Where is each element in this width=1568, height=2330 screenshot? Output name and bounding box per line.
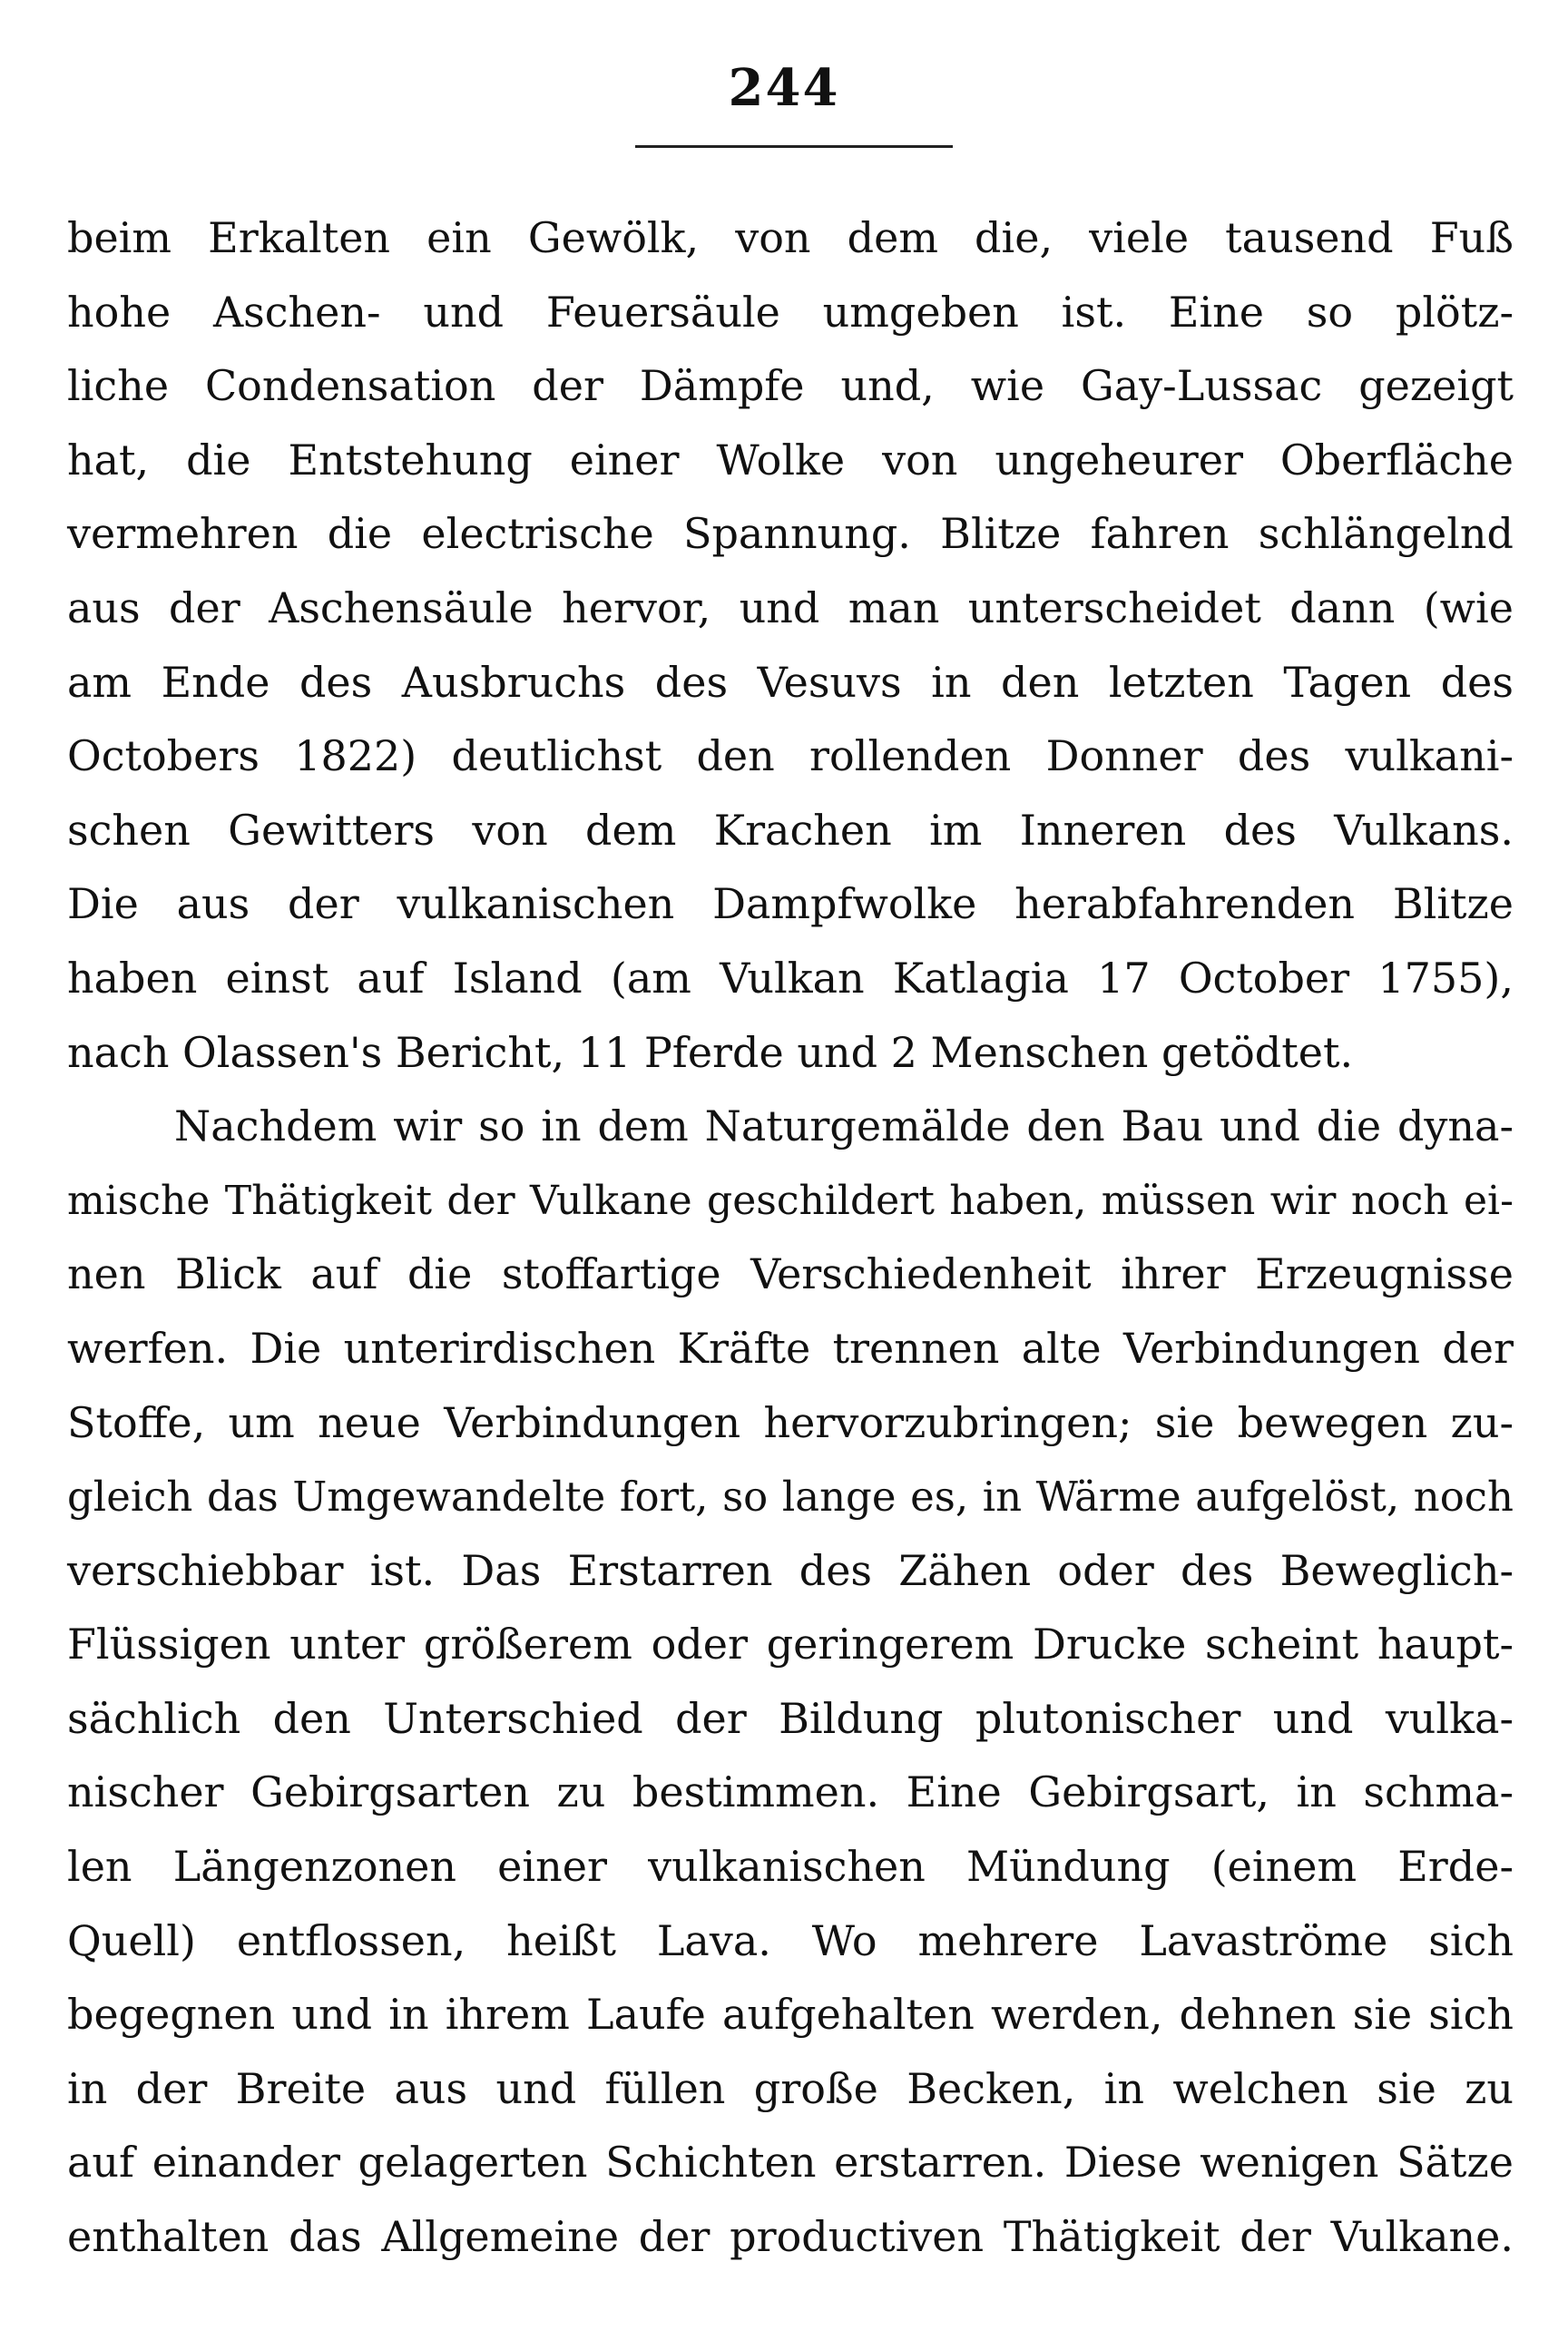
header-rule bbox=[635, 145, 953, 148]
text-line: schen Gewitters von dem Krachen im Inneren des Vulkans. bbox=[67, 805, 1514, 855]
text-line: vermehren die electrische Spannung. Blitze fahren schlängelnd bbox=[67, 509, 1514, 559]
text-line: werfen. Die unterirdischen Kräfte trennen alte Verbindungen der bbox=[67, 1323, 1514, 1373]
text-line: Die aus der vulkanischen Dampfwolke herabfahrenden Blitze bbox=[67, 879, 1514, 929]
text-line: Flüssigen unter größerem oder geringerem Drucke scheint haupt- bbox=[67, 1620, 1514, 1669]
text-line: mische Thätigkeit der Vulkane geschildert haben, müssen wir noch ei- bbox=[67, 1177, 1514, 1224]
text-line: aus der Aschensäule hervor, und man unterscheidet dann (wie bbox=[67, 582, 1514, 632]
text-line: nen Blick auf die stoffartige Verschiedenheit ihrer Erzeugnisse bbox=[67, 1249, 1514, 1299]
text-line: hat, die Entstehung einer Wolke von ungeheurer Oberfläche bbox=[67, 435, 1514, 485]
text-line: nischer Gebirgsarten zu bestimmen. Eine Gebirgsart, in schma- bbox=[67, 1767, 1514, 1817]
text-line: verschiebbar ist. Das Erstarren des Zähen oder des Beweglich- bbox=[67, 1545, 1514, 1595]
page-number: 244 bbox=[728, 58, 840, 118]
text-line: haben einst auf Island (am Vulkan Katlagia 17 October 1755), bbox=[67, 953, 1514, 1003]
text-line: beim Erkalten ein Gewölk, von dem die, viele tausend Fuß bbox=[67, 213, 1514, 262]
paragraph-start-line: Nachdem wir so in dem Naturgemälde den Bau und die dyna- bbox=[174, 1101, 1514, 1151]
text-line: in der Breite aus und füllen große Becken, in welchen sie zu bbox=[67, 2063, 1514, 2113]
text-line: hohe Aschen- und Feuersäule umgeben ist. Eine so plötz- bbox=[67, 287, 1514, 337]
text-line: Quell) entflossen, heißt Lava. Wo mehrere Lavaströme sich bbox=[67, 1915, 1514, 1965]
text-line: gleich das Umgewandelte fort, so lange es, in Wärme aufgelöst, noch bbox=[67, 1473, 1514, 1522]
body-text bbox=[67, 201, 1514, 2275]
text-line: auf einander gelagerten Schichten erstarren. Diese wenigen Sätze bbox=[67, 2138, 1514, 2188]
text-line: Stoffe, um neue Verbindungen hervorzubringen; sie bewegen zu- bbox=[67, 1397, 1514, 1447]
text-line: sächlich den Unterschied der Bildung plutonischer und vulka- bbox=[67, 1693, 1514, 1743]
text-line: begegnen und in ihrem Laufe aufgehalten werden, dehnen sie sich bbox=[67, 1990, 1514, 2040]
text-line: Octobers 1822) deutlichst den rollenden Donner des vulkani- bbox=[67, 731, 1514, 781]
text-line: am Ende des Ausbruchs des Vesuvs in den letzten Tagen des bbox=[67, 657, 1514, 707]
text-line: enthalten das Allgemeine der productiven Thätigkeit der Vulkane. bbox=[67, 2212, 1514, 2262]
paragraph-end-line: nach Olassen's Bericht, 11 Pferde und 2 Menschen getödtet. bbox=[67, 1027, 1354, 1077]
text-line: liche Condensation der Dämpfe und, wie Gay-Lussac gezeigt bbox=[67, 361, 1514, 411]
text-line: len Längenzonen einer vulkanischen Mündung (einem Erde- bbox=[67, 1842, 1514, 1892]
